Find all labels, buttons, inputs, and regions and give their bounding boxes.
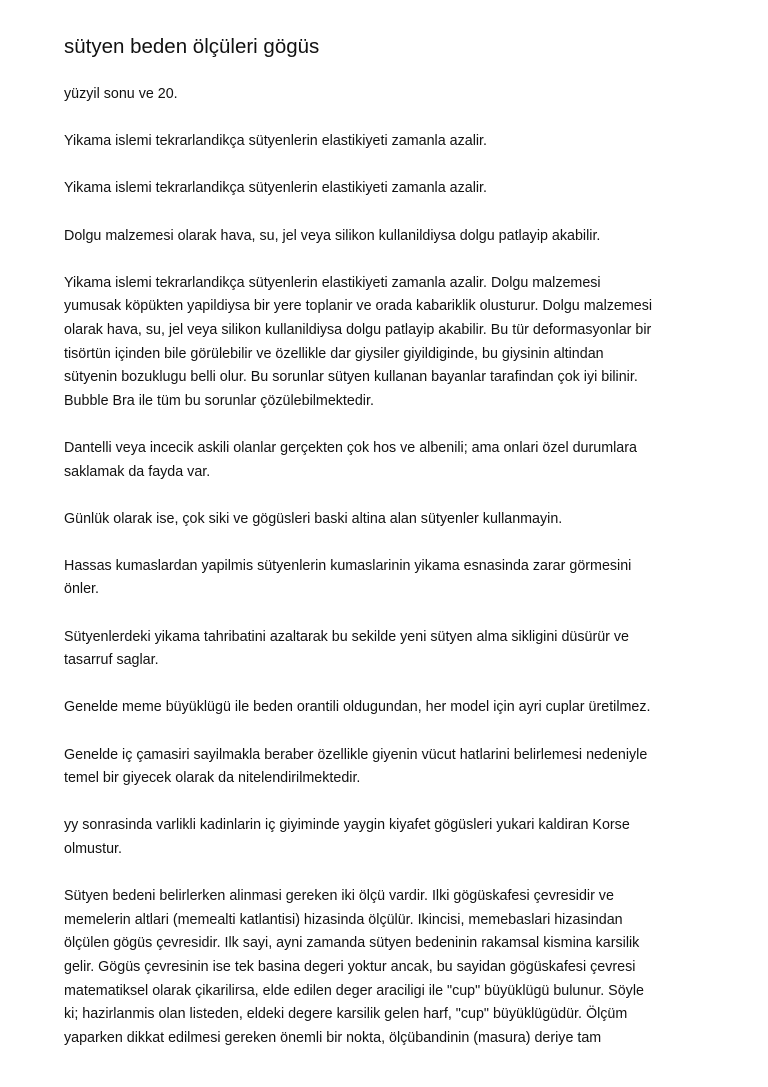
paragraph	[64, 744, 714, 791]
paragraph	[64, 130, 714, 154]
paragraph-line: yaparken dikkat edilmesi gereken önemli bir nokta, ölçübandinin (masura) deriye tam	[64, 1029, 602, 1046]
paragraph-line: gelir. Gögüs çevresinin ise tek basina degeri yoktur ancak, bu sayidan gögüskafesi çevresi	[64, 958, 636, 975]
paragraph-line: Yikama islemi tekrarlandikça sütyenlerin elastikiyeti zamanla azalir. Dolgu malzemesi	[64, 274, 601, 291]
paragraph-line: temel bir giyecek olarak da nitelendirilmektedir.	[64, 770, 361, 787]
paragraph-line: ki; hazirlanmis olan listeden, eldeki degere karsilik gelen harf, "cup" büyüklügüdür. Ölçüm	[64, 1006, 628, 1023]
paragraph-line: Bubble Bra ile tüm bu sorunlar çözülebilmektedir.	[64, 392, 374, 409]
paragraph	[64, 83, 714, 107]
paragraph	[64, 272, 714, 414]
paragraph-line: memelerin altlari (memealti katlantisi) hizasinda ölçülür. Ikincisi, memebaslari hizasindan	[64, 911, 623, 928]
paragraph	[64, 885, 714, 1050]
paragraph	[64, 177, 714, 201]
paragraph-line: sütyenin bozuklugu belli olur. Bu sorunlar sütyen kullanan bayanlar tarafindan çok iyi bilinir.	[64, 369, 638, 386]
paragraph-line: Hassas kumaslardan yapilmis sütyenlerin kumaslarinin yikama esnasinda zarar görmesini	[64, 557, 632, 574]
paragraph	[64, 437, 714, 484]
paragraph	[64, 225, 714, 249]
paragraph-line: olmustur.	[64, 841, 123, 857]
paragraph-line: Dolgu malzemesi olarak hava, su, jel veya silikon kullanildiysa dolgu patlayip akabilir.	[64, 227, 601, 244]
paragraph-line: saklamak da fayda var.	[64, 463, 211, 480]
paragraph-line: Genelde meme büyüklügü ile beden orantili oldugundan, her model için ayri cuplar üretilmez.	[64, 699, 651, 716]
paragraph-line: Dantelli veya incecik askili olanlar gerçekten çok hos ve albenili; ama onlari özel durumlara	[64, 439, 637, 456]
paragraph-line: yumusak köpükten yapildiysa bir yere toplanir ve orada kabariklik olusturur. Dolgu malzemesi	[64, 298, 653, 315]
paragraph-line: tasarruf saglar.	[64, 652, 159, 669]
document-title: sütyen beden ölçüleri gögüs	[64, 35, 320, 58]
paragraph-line: Sütyenlerdeki yikama tahribatini azaltarak bu sekilde yeni sütyen alma sikligini düsürür ve	[64, 628, 630, 645]
paragraph	[64, 696, 714, 720]
paragraph-line: yüzyil sonu ve 20.	[64, 86, 178, 102]
paragraph-line: Yikama islemi tekrarlandikça sütyenlerin elastikiyeti zamanla azalir.	[64, 180, 487, 197]
paragraph	[64, 508, 714, 532]
paragraph	[64, 626, 714, 673]
paragraph-line: Yikama islemi tekrarlandikça sütyenlerin elastikiyeti zamanla azalir.	[64, 133, 487, 150]
paragraph-line: olarak hava, su, jel veya silikon kullanildiysa dolgu patlayip akabilir. Bu tür deformasyonlar bir	[64, 321, 652, 338]
paragraph	[64, 814, 714, 861]
paragraph-line: Genelde iç çamasiri sayilmakla beraber özellikle giyenin vücut hatlarini belirlemesi nedeniyle	[64, 746, 648, 763]
paragraph	[64, 555, 714, 602]
paragraph-line: tisörtün içinden bile görülebilir ve özellikle dar giysiler giyildiginde, bu giysinin altindan	[64, 345, 604, 362]
paragraph-line: Sütyen bedeni belirlerken alinmasi gereken iki ölçü vardir. Ilki gögüskafesi çevresidir ve	[64, 888, 614, 905]
paragraph-line: yy sonrasinda varlikli kadinlarin iç giyiminde yaygin kiyafet gögüsleri yukari kaldiran Korse	[64, 817, 630, 834]
paragraph-line: Günlük olarak ise, çok siki ve gögüsleri baski altina alan sütyenler kullanmayin.	[64, 510, 563, 527]
paragraph-line: önler.	[64, 581, 99, 598]
document-page	[64, 33, 714, 1074]
paragraph-line: ölçülen gögüs çevresidir. Ilk sayi, ayni zamanda sütyen bedeninin rakamsal kismina karsilik	[64, 935, 640, 952]
paragraph-line: matematiksel olarak çikarilirsa, elde edilen deger araciligi ile "cup" büyüklügü bulunur. Söyle	[64, 982, 644, 999]
document-body	[64, 83, 714, 1050]
